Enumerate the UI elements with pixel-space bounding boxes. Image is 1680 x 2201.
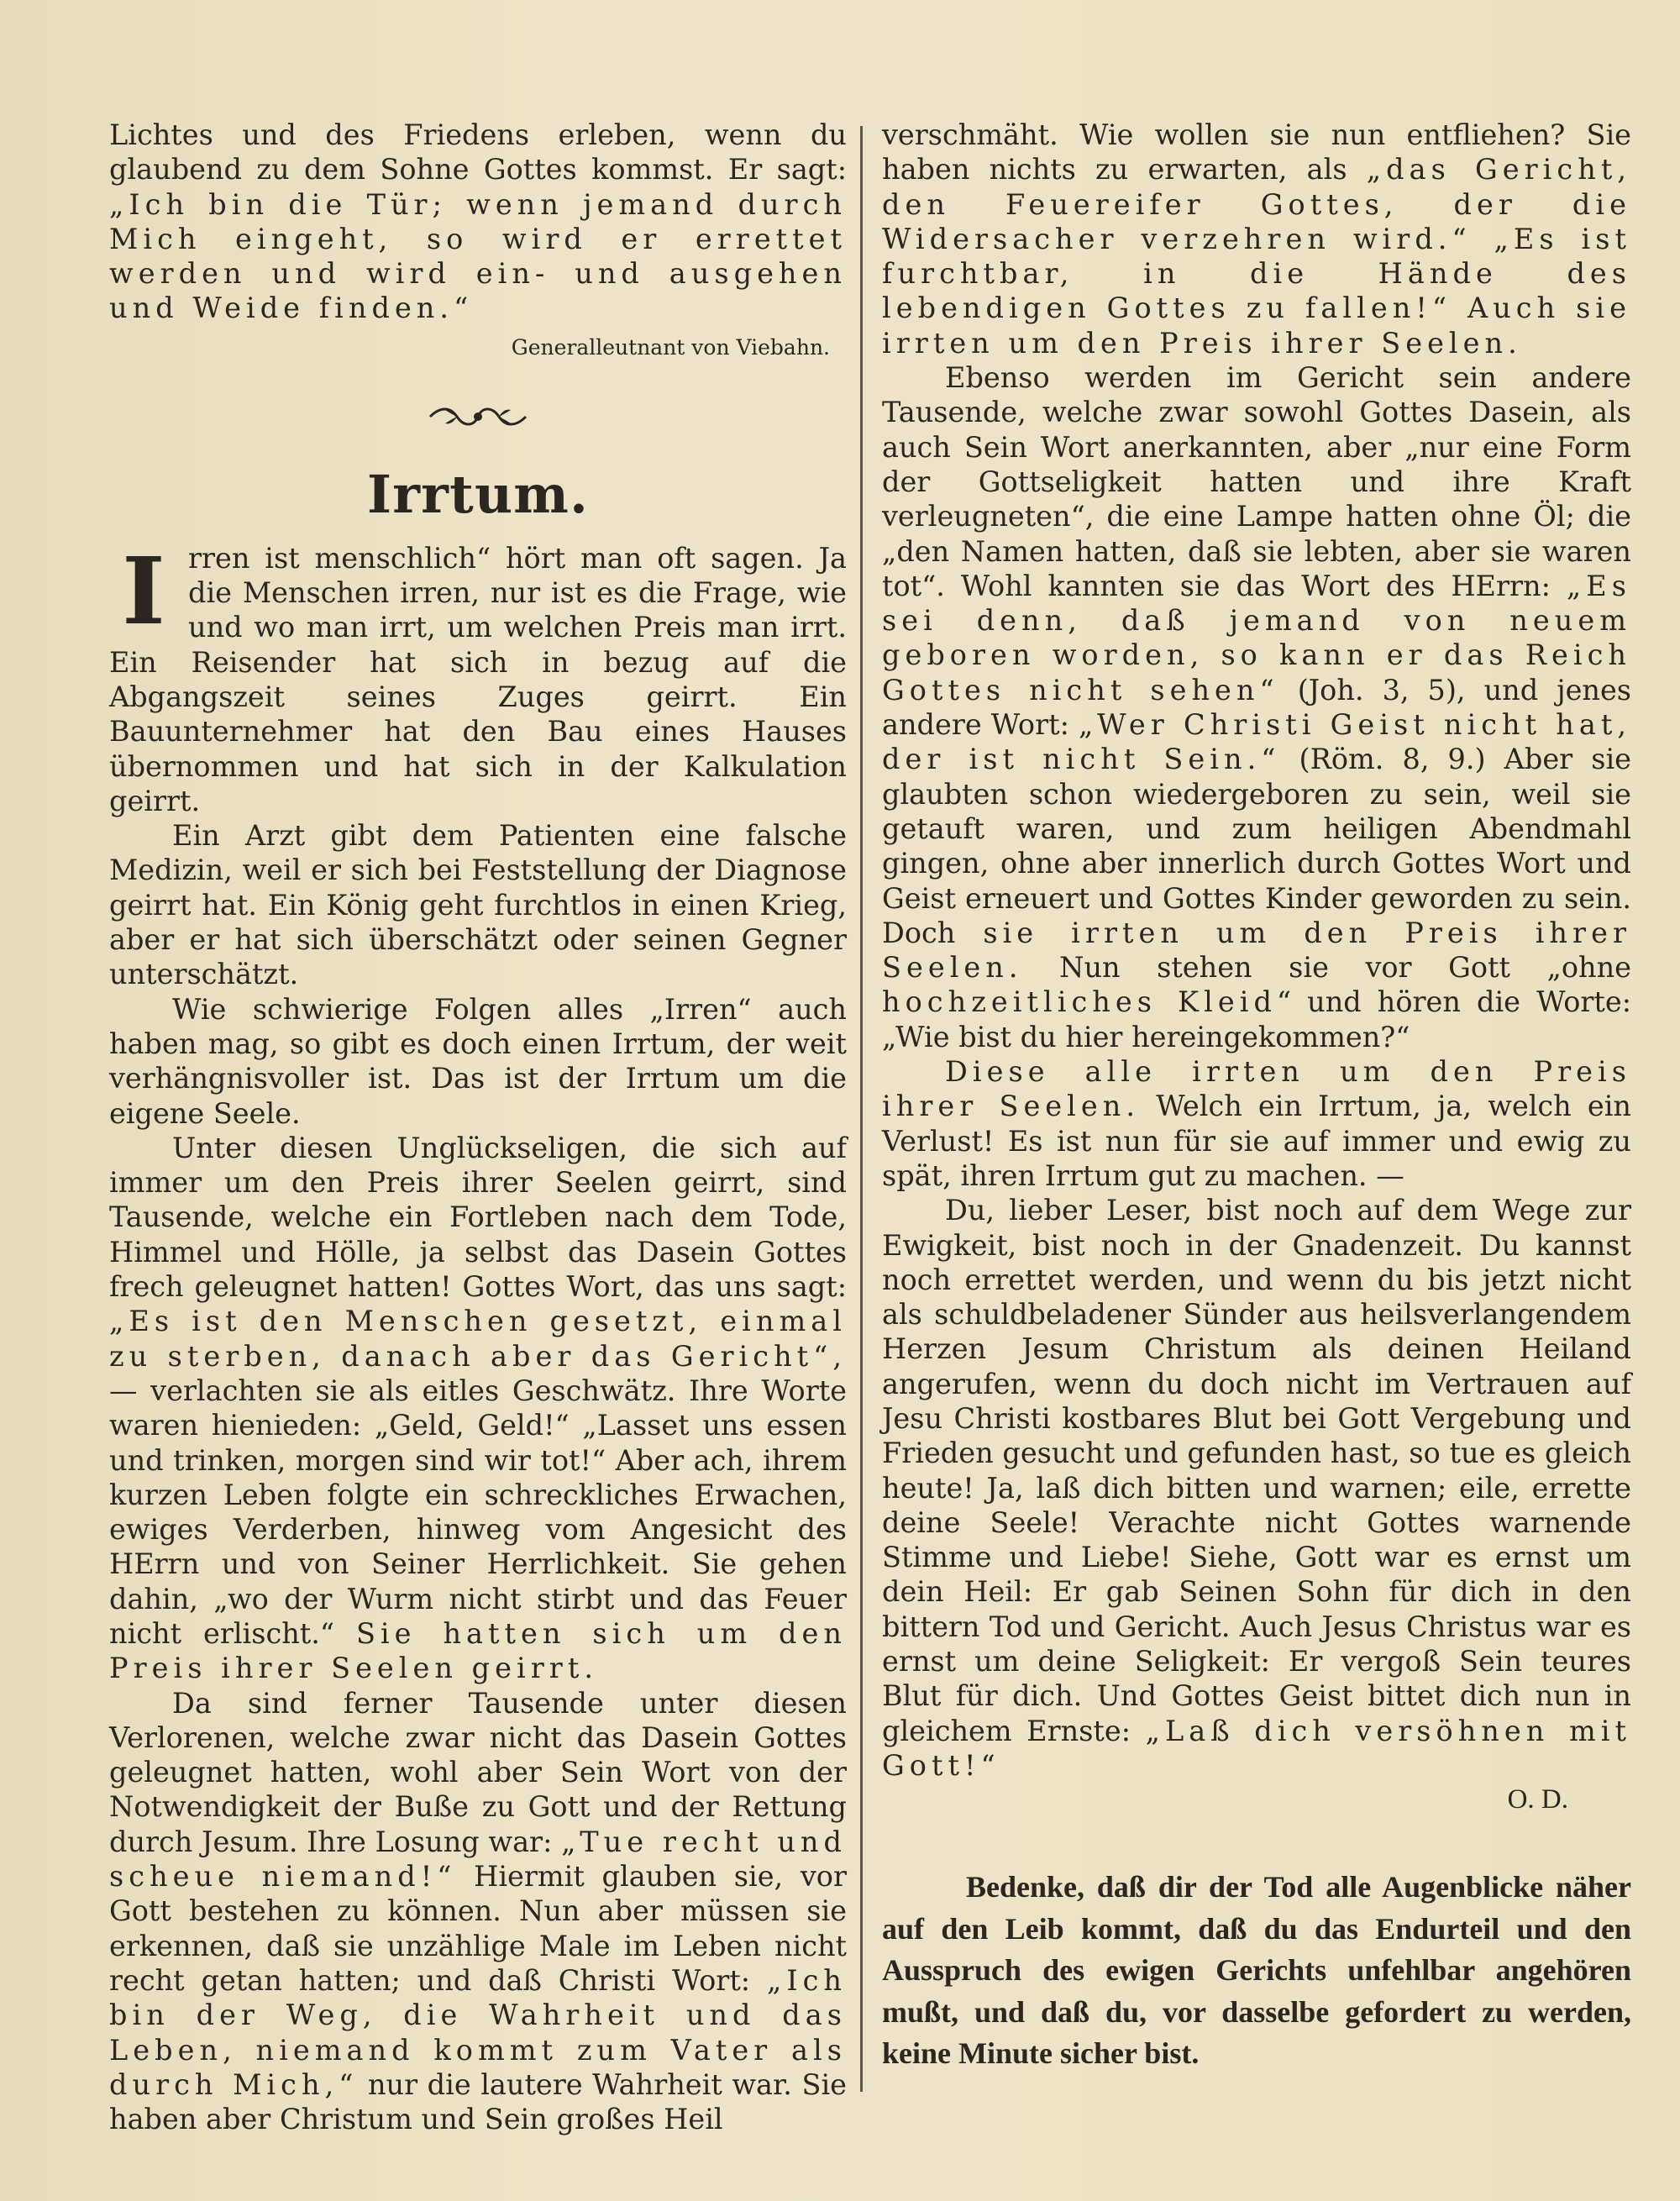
- right-paragraph-1-text: verschmäht. Wie wollen sie nun entfliehen? Sie haben nichts zu erwarten, als: [882, 118, 1631, 186]
- intro-text: Lichtes und des Friedens erleben, wenn du glaubend zu dem Sohne Gottes kommst. Er sagt:: [109, 118, 847, 186]
- column-divider: [860, 126, 863, 2092]
- right-paragraph-2: [882, 360, 1631, 1054]
- right-paragraph-3-text: Welch ein Irrtum, ja, welch ein Verlust! Es ist nun für sie auf immer und ewig zu spät, ihren Irrtum gut zu machen. —: [882, 1090, 1632, 1192]
- ornament-icon: [423, 400, 533, 433]
- right-paragraph-3-spaced: Diese alle irrten um den Preis ihrer Seelen.: [882, 1055, 1631, 1123]
- right-paragraph-2-text-e: “ und hören die Worte: „Wie bist du hier hereingekommen?“: [882, 985, 1631, 1053]
- paragraph-1: rren ist menschlich“ hört man oft sagen. Ja die Menschen irren, nur ist es die Frage, wie und wo man irrt, um welchen Preis man irrt. Ein Reisender hat sich in bezug auf die Abgangszeit seines Zuges geirrt. Ein Bauunternehmer hat den Bau eines Hauses übernommen und hat sich in der Kalkulation geirrt.: [109, 541, 847, 817]
- paragraph-5-quote: „Tue recht und scheue niemand!“: [109, 1825, 848, 1894]
- paragraph-2: Ein Arzt gibt dem Patienten eine falsche Medizin, weil er sich bei Feststellung der Diagnose geirrt hat. Ein König geht furchtlos in einen Krieg, aber er hat sich überschätzt oder seinen Gegner unterschätzt.: [109, 819, 847, 991]
- right-paragraph-1: [882, 118, 1631, 360]
- right-paragraph-2-text-b: (Joh. 3, 5), und jenes andere Wort:: [882, 673, 1631, 742]
- paragraph-5: [109, 1686, 847, 2137]
- article-body: [109, 536, 848, 2137]
- dropcap: I: [122, 536, 165, 645]
- right-paragraph-4: [882, 1193, 1631, 1783]
- left-column: [109, 118, 847, 2136]
- right-paragraph-2-text-a: Ebenso werden im Gericht sein andere Tausende, welche zwar sowohl Gottes Dasein, als auch Sein Wort anerkannten, aber „nur eine Form der Gottseligkeit hatten und ihre Kraft verleugneten“, die eine Lampe hatten ohne Öl; die „den Namen hatten, daß sie lebten, aber sie waren tot“. Wohl kannten sie das Wort des HErrn:: [882, 361, 1631, 602]
- right-paragraph-4-quote: „Laß dich versöhnen mit Gott!“: [882, 1714, 1631, 1782]
- author: O. D.: [1507, 1784, 1568, 1815]
- right-paragraph-3: [882, 1054, 1631, 1193]
- paragraph-4-quote: „Es ist den Menschen gesetzt, einmal zu sterben, danach aber das Gericht“,: [109, 1305, 847, 1373]
- paragraph-5-quote-2: „Ich bin der Weg, die Wahrheit und das Leben, niemand kommt zum Vater als durch Mich,“: [109, 1963, 847, 2101]
- right-paragraph-4-text: Du, lieber Leser, bist noch auf dem Wege zur Ewigkeit, bist noch in der Gnadenzeit. Du kannst noch errettet werden, und wenn du bis jetzt nicht als schuldbeladener Sünder aus heilsverlangendem Herzen Jesum Christum als deinen Heiland angerufen, wenn du doch nicht im Vertrauen auf Jesu Christi kostbares Blut bei Gott Vergebung und Frieden gesucht und gefunden hast, so tue es gleich heute! Ja, laß dich bitten und warnen; eile, errette deine Seele! Verachte nicht Gottes warnende Stimme und Liebe! Siehe, Gott war es ernst um dein Heil: Er gab Seinen Sohn für dich in den bittern Tod und Gericht. Auch Jesus Christus war es ernst um deine Seligkeit: Er vergoß Sein teures Blut für dich. Und Gottes Geist bittet dich nun in gleichem Ernste:: [882, 1194, 1631, 1747]
- right-paragraph-2-spaced: sie irrten um den Preis ihrer Seelen.: [882, 916, 1631, 985]
- paragraph-4-text-c: Sie hatten sich um den Preis ihrer Seelen geirrt.: [109, 1616, 847, 1685]
- article-title: Irrtum.: [367, 463, 589, 525]
- signature: Generalleutnant von Viebahn.: [511, 334, 830, 360]
- paragraph-4-text-a: Unter diesen Unglückseligen, die sich auf immer um den Preis ihrer Seelen geirrt, sind Tausende, welche ein Fortleben nach dem Tode, Himmel und Hölle, ja selbst das Dasein Gottes frech geleugnet hatten! Gottes Wort, das uns sagt:: [109, 1131, 847, 1304]
- right-paragraph-2-spaced-2: hochzeitliches Kleid: [882, 985, 1277, 1019]
- right-paragraph-2-quote-2: „Wer Christi Geist nicht hat, der ist nicht Sein.“: [882, 708, 1631, 776]
- intro-quote: „Ich bin die Tür; wenn jemand durch Mich eingeht, so wird er errettet werden und wird ein- und ausgehen und Weide finden.“: [109, 187, 847, 325]
- right-paragraph-2-text-c: (Röm. 8, 9.) Aber sie glaubten schon wiedergeboren zu sein, weil sie getauft waren, und zum heiligen Abendmahl gingen, ohne aber innerlich durch Gottes Wort und Geist erneuert und Gottes Kinder geworden zu sein. Doch: [882, 743, 1631, 949]
- intro-paragraph: [109, 118, 847, 326]
- paragraph-4-text-b: — verlachten sie als eitles Geschwätz. Ihre Worte waren hienieden: „Geld, Geld!“ „Lasset uns essen und trinken, morgen sind wir tot!“ Aber ach, ihrem kurzen Leben folgte ein schreckliches Erwachen, ewiges Verderben, hinweg vom Angesicht des HErrn und von Seiner Herrlichkeit. Sie gehen dahin, „wo der Wurm nicht stirbt und das Feuer nicht erlischt.“: [109, 1374, 847, 1650]
- right-paragraph-1-quote: „das Gericht, den Feuereifer Gottes, der die Widersacher verzehren wird.“ „Es ist furchtbar, in die Hände des lebendigen Gottes zu fallen!“ Auch sie irrten um den Preis ihrer Seelen.: [882, 153, 1631, 360]
- right-column: [882, 118, 1631, 2075]
- closing-paragraph: Bedenke, daß dir der Tod alle Augenblicke näher auf den Leib kommt, daß du das Endurteil und den Ausspruch des ewigen Gerichts unfehlbar angehören mußt, und daß du, vor dasselbe gefordert zu werden, keine Minute sicher bist.: [882, 1870, 1631, 2071]
- paragraph-4: [109, 1131, 847, 1686]
- paragraph-3: Wie schwierige Folgen alles „Irren“ auch haben mag, so gibt es doch einen Irrtum, der weit verhängnisvoller ist. Das ist der Irrtum um die eigene Seele.: [109, 992, 847, 1130]
- paragraph-5-text-c: nur die lautere Wahrheit war. Sie haben aber Christum und Sein großes Heil: [109, 2067, 847, 2136]
- right-paragraph-2-quote: „Es sei denn, daß jemand von neuem geboren worden, so kann er das Reich Gottes nicht sehen“: [882, 569, 1631, 707]
- right-paragraph-2-text-d: Nun stehen sie vor Gott „ohne: [1059, 951, 1632, 985]
- paragraph-5-text-a: Da sind ferner Tausende unter diesen Verlorenen, welche zwar nicht das Dasein Gottes geleugnet hatten, wohl aber Sein Wort von der Notwendigkeit der Buße zu Gott und der Rettung durch Jesum. Ihre Losung war:: [109, 1686, 847, 1858]
- paragraph-5-text-b: Hiermit glauben sie, vor Gott bestehen zu können. Nun aber müssen sie erkennen, daß sie unzählige Male im Leben nicht recht getan hatten; und daß Christi Wort:: [109, 1860, 847, 1997]
